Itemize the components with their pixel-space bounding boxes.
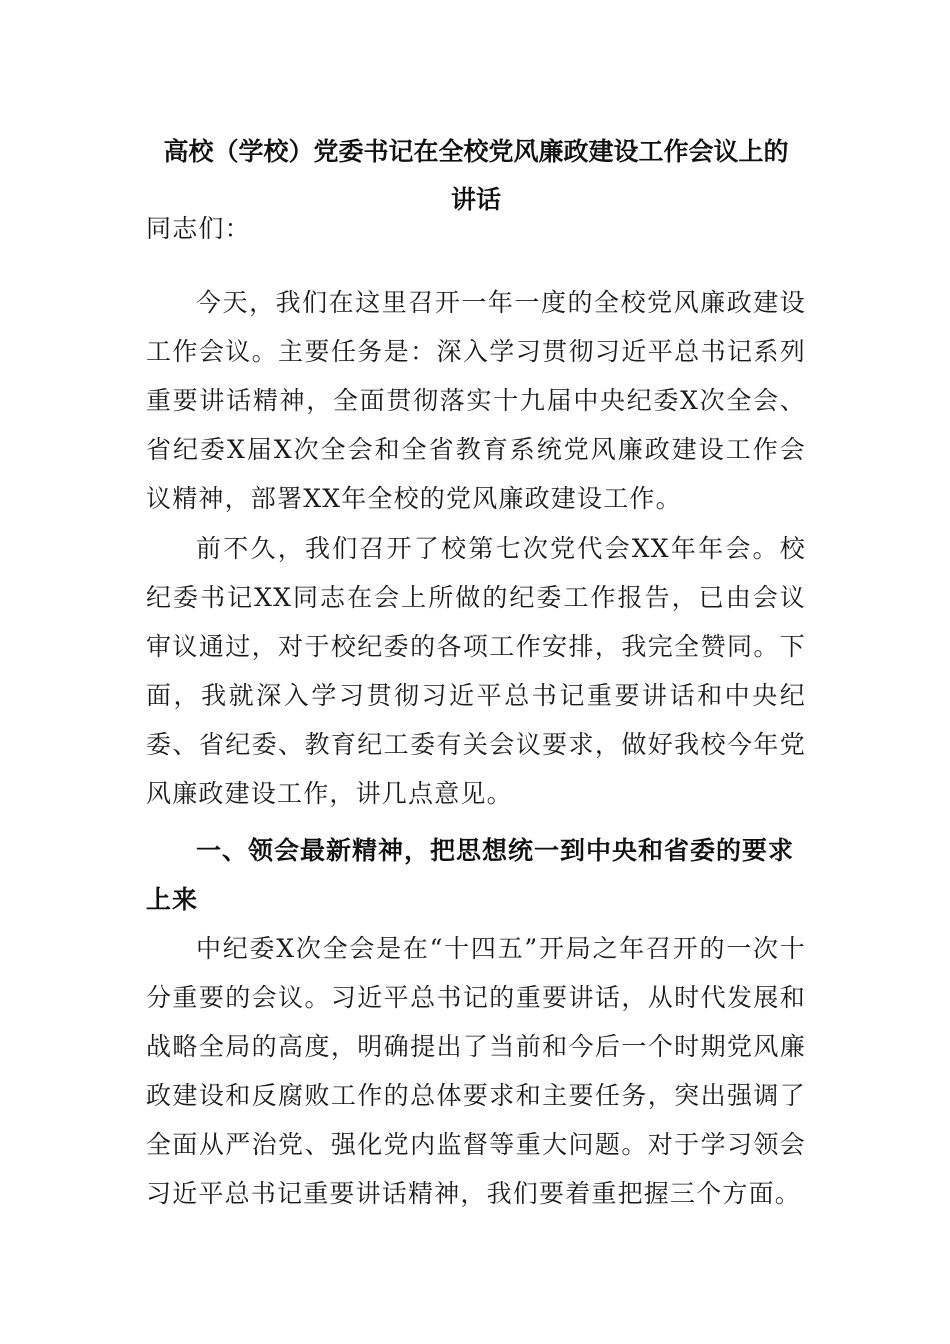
- section-paragraph-1: 中纪委X次全会是在“十四五”开局之年召开的一次十分重要的会议。习近平总书记的重要讲话，从时代发展和战略全局的高度，明确提出了当前和今后一个时期党风廉政建设和反腐败工作的总体要求和主要任务，突出强调了全面从严治党、强化党内监督等重大问题。对于学习领会习近平总书记重要讲话精神，我们要着重把握三个方面。: [146, 934, 806, 1208]
- paragraph-2: 前不久，我们召开了校第七次党代会XX年年会。校纪委书记XX同志在会上所做的纪委工作报告，已由会议审议通过，对于校纪委的各项工作安排，我完全赞同。下面，我就深入学习贯彻习近平总书记重要讲话和中央纪委、省纪委、教育纪工委有关会议要求，做好我校今年党风廉政建设工作，讲几点意见。: [146, 534, 806, 808]
- paragraph-1: 今天，我们在这里召开一年一度的全校党风廉政建设工作会议。主要任务是：深入学习贯彻习近平总书记系列重要讲话精神，全面贯彻落实十九届中央纪委X次全会、省纪委X届X次全会和全省教育系统党风廉政建设工作会议精神，部署XX年全校的党风廉政建设工作。: [146, 288, 806, 513]
- section-heading-1: 一、领会最新精神，把思想统一到中央和省委的要求上来: [146, 836, 795, 914]
- document-title-line-2: 讲话: [450, 185, 501, 214]
- salutation: 同志们：: [146, 214, 251, 243]
- document-title-line-1: 高校（学校）党委书记在全校党风廉政建设工作会议上的: [163, 137, 789, 166]
